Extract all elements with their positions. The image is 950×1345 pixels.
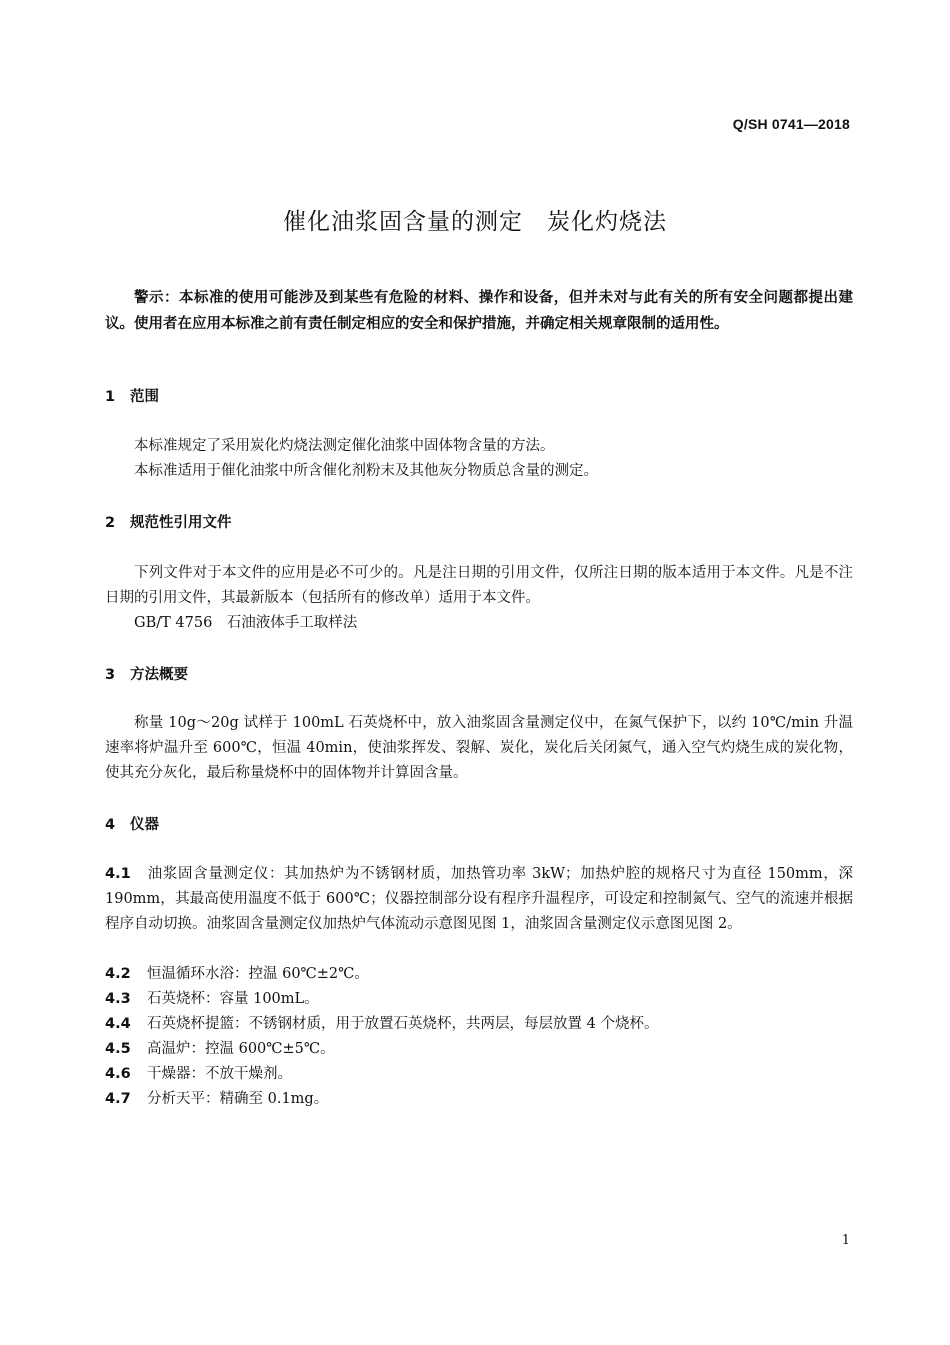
section-title: 仪器 <box>130 817 159 833</box>
clause-4-3 <box>105 987 853 1012</box>
section-1-paragraph-1: 本标准规定了采用炭化灼烧法测定催化油浆中固体物含量的方法。 <box>134 438 555 454</box>
warning-text: 警示：本标准的使用可能涉及到某些有危险的材料、操作和设备，但并未对与此有关的所有安全问题都提出建议。使用者在应用本标准之前有责任制定相应的安全和保护措施，并确定相关规章限制的适用性。 <box>105 290 853 332</box>
section-3-paragraph-1: 称量 10g～20g 试样于 100mL 石英烧杯中，放入油浆固含量测定仪中，在氮气保护下，以约 10℃/min 升温速率将炉温升至 600℃，恒温 40min，使油浆挥发、裂解、炭化，炭化后关闭氮气，通入空气灼烧生成的炭化物，使其充分灰化，最后称量烧杯中的固体物并计算固含量。 <box>105 715 853 781</box>
clause-number: 4.5 <box>105 1041 131 1057</box>
section-2-heading <box>105 511 232 532</box>
clause-text: 石英烧杯提篮：不锈钢材质，用于放置石英烧杯，共两层，每层放置 4 个烧杯。 <box>147 1016 659 1032</box>
clause-number: 4.3 <box>105 991 131 1007</box>
section-number: 4 <box>105 817 116 833</box>
normative-reference: GB/T 4756 石油液体手工取样法 <box>134 615 358 631</box>
section-1-paragraph-2: 本标准适用于催化油浆中所含催化剂粉末及其他灰分物质总含量的测定。 <box>134 463 598 479</box>
clause-text: 高温炉：控温 600℃±5℃。 <box>147 1041 335 1057</box>
clause-4-5 <box>105 1037 853 1062</box>
section-4-heading <box>105 813 159 834</box>
clause-4-2 <box>105 962 853 987</box>
clause-4-7 <box>105 1087 853 1112</box>
clause-number: 4.6 <box>105 1066 131 1082</box>
section-1-heading <box>105 385 159 406</box>
clause-text: 分析天平：精确至 0.1mg。 <box>147 1091 329 1107</box>
standard-code: Q/SH 0741—2018 <box>732 116 850 132</box>
document-title: 催化油浆固含量的测定 炭化灼烧法 <box>283 209 667 235</box>
section-title: 规范性引用文件 <box>130 515 232 531</box>
clause-number: 4.2 <box>105 966 131 982</box>
page-number: 1 <box>841 1233 850 1248</box>
clause-4-1 <box>105 862 853 937</box>
clause-number: 4.1 <box>105 866 131 882</box>
clause-4-6 <box>105 1062 853 1087</box>
clause-number: 4.4 <box>105 1016 131 1032</box>
clause-text: 恒温循环水浴：控温 60℃±2℃。 <box>147 966 369 982</box>
section-number: 1 <box>105 389 116 405</box>
section-3-heading <box>105 663 188 684</box>
section-2-paragraph-1: 下列文件对于本文件的应用是必不可少的。凡是注日期的引用文件，仅所注日期的版本适用于本文件。凡是不注日期的引用文件，其最新版本（包括所有的修改单）适用于本文件。 <box>105 565 853 606</box>
clause-text: 石英烧杯：容量 100mL。 <box>147 991 319 1007</box>
section-number: 3 <box>105 667 116 683</box>
clause-text: 油浆固含量测定仪：其加热炉为不锈钢材质，加热管功率 3kW；加热炉腔的规格尺寸为直径 150mm，深 190mm，其最高使用温度不低于 600℃；仪器控制部分设有程序升温程序，可设定和控制氮气、空气的流速并根据程序自动切换。油浆固含量测定仪加热炉气体流动示意图见图 1，油浆固含量测定仪示意图见图 2。 <box>105 866 853 932</box>
section-title: 范围 <box>130 389 159 405</box>
clause-4-4 <box>105 1012 853 1037</box>
section-title: 方法概要 <box>130 667 188 683</box>
section-number: 2 <box>105 515 116 531</box>
clause-text: 干燥器：不放干燥剂。 <box>147 1066 292 1082</box>
clause-number: 4.7 <box>105 1091 131 1107</box>
